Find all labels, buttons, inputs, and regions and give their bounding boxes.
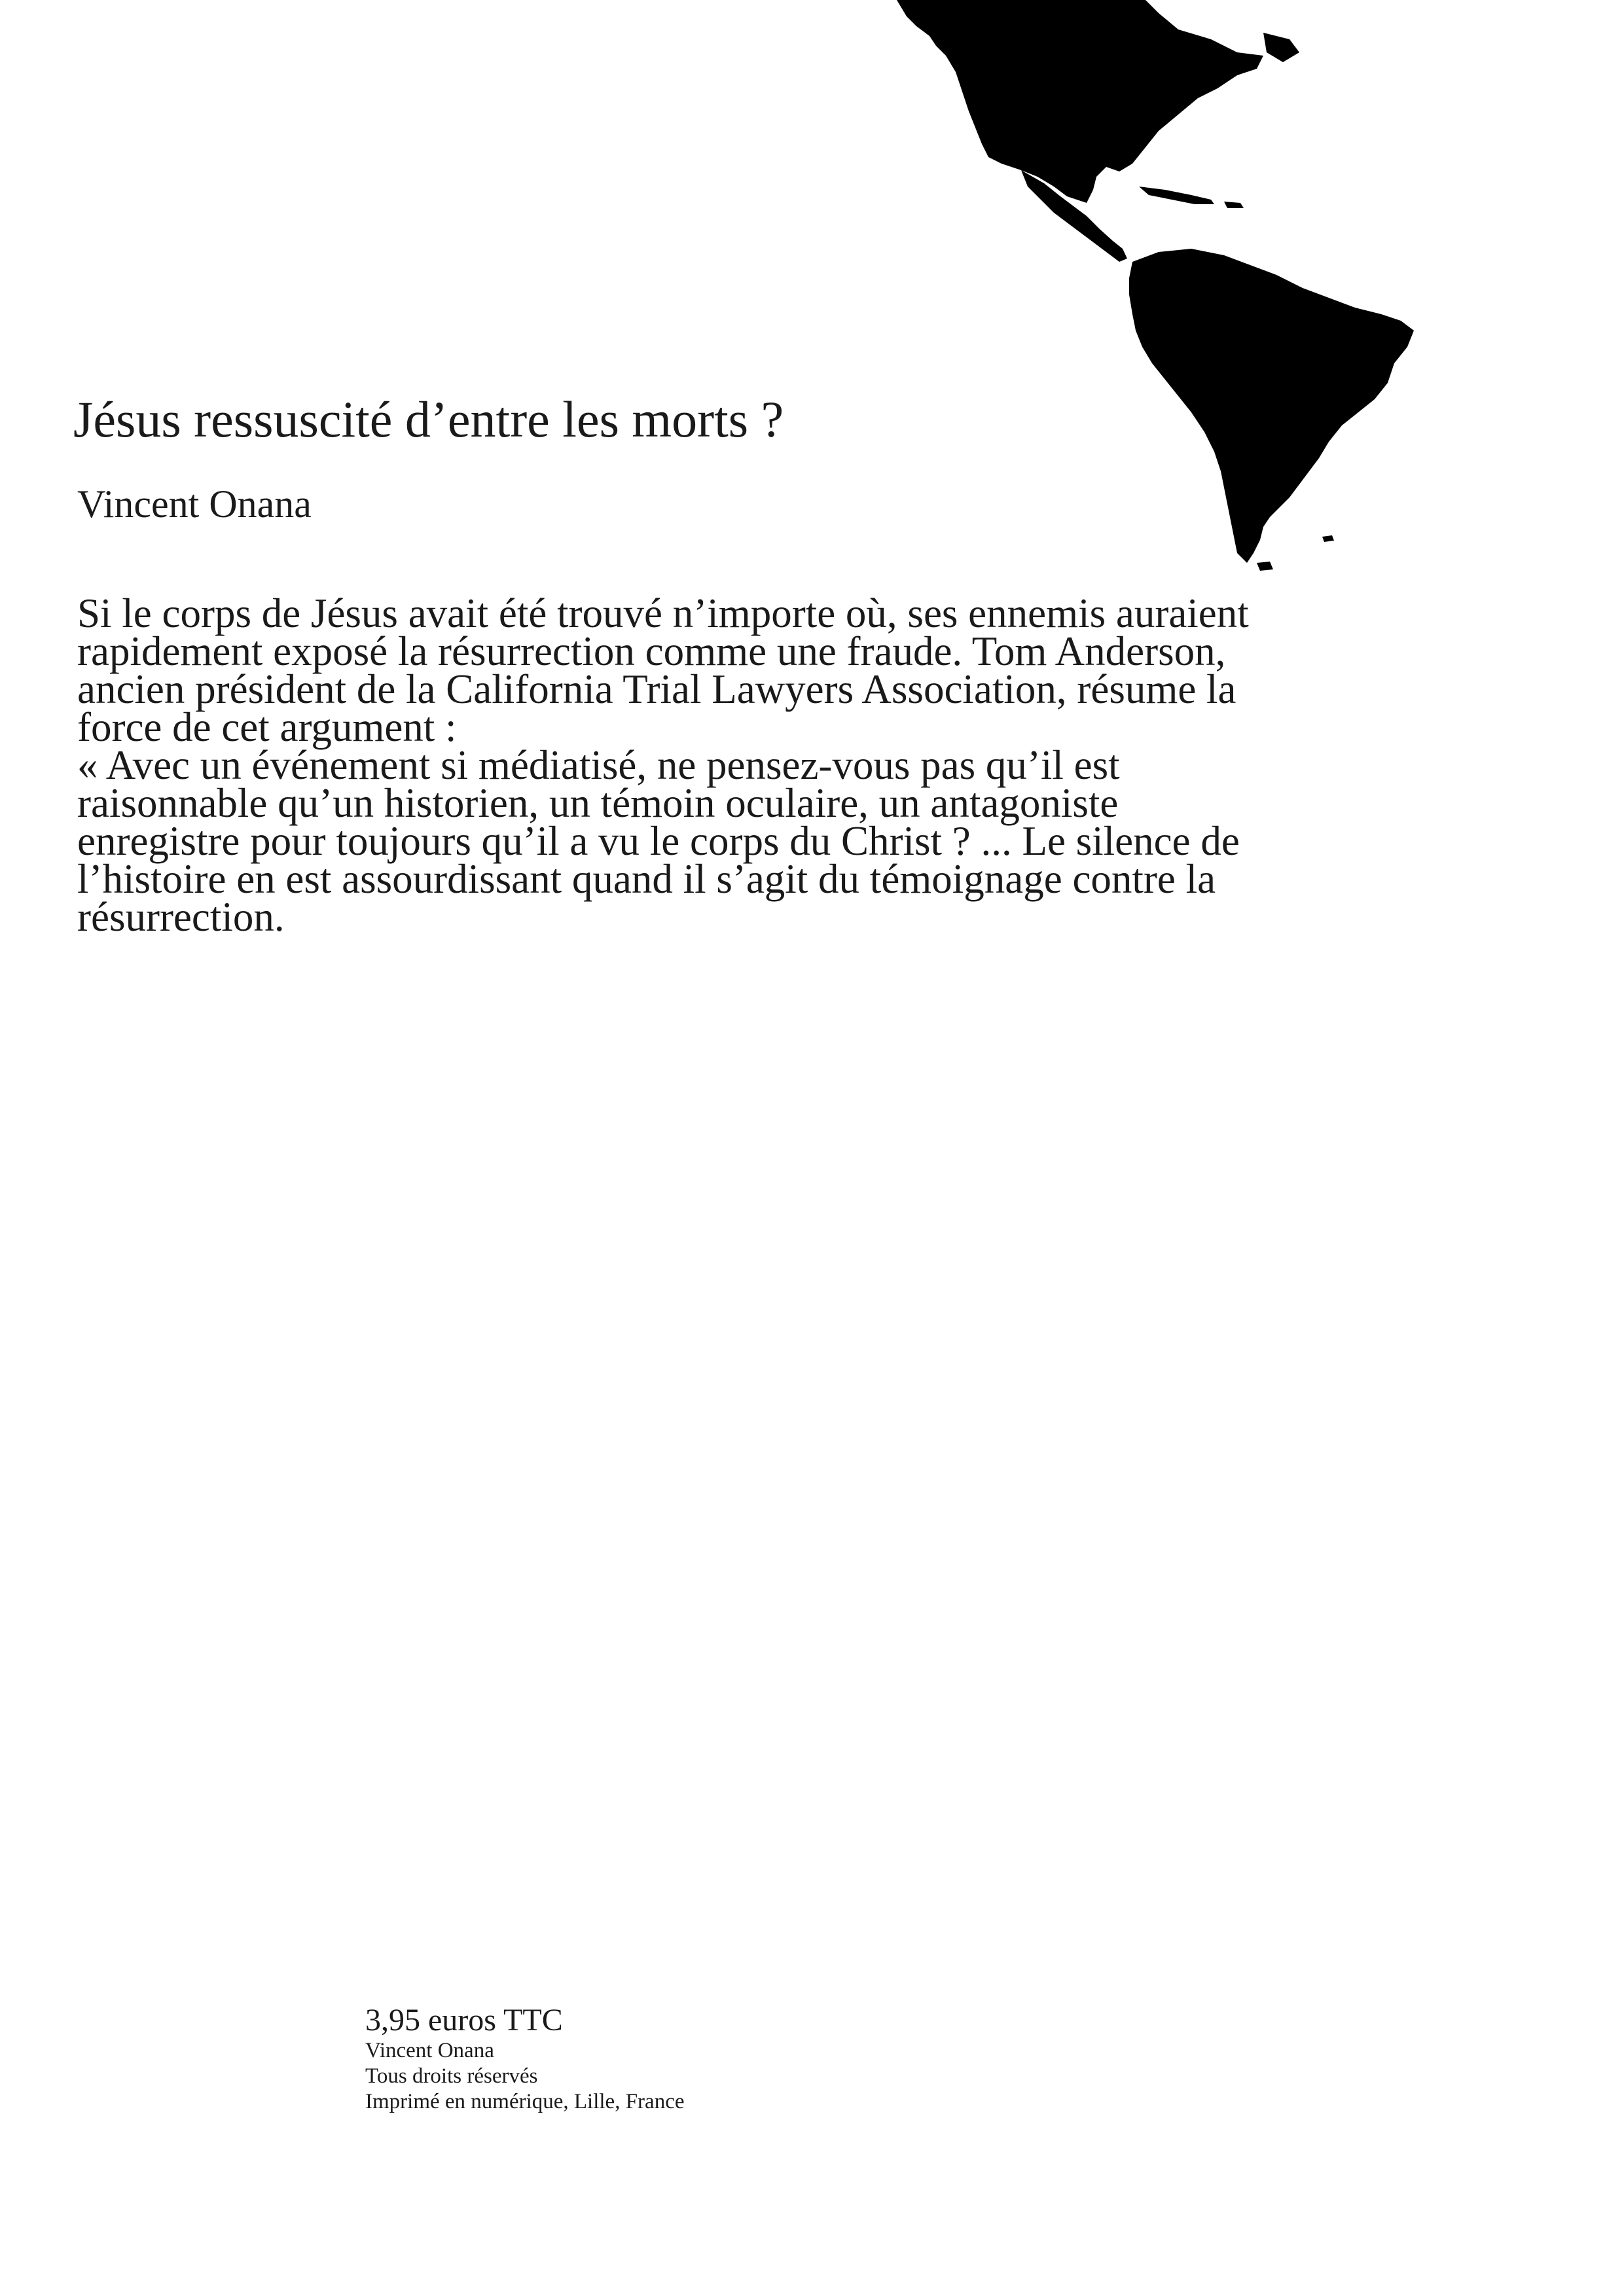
colophon	[365, 2003, 685, 2115]
island-shape	[1257, 562, 1273, 571]
document-author: Vincent Onana	[77, 482, 312, 526]
body-paragraph: Si le corps de Jésus avait été trouvé n’importe où, ses ennemis auraient rapidement exposé la résurrection comme une fraude. Tom Anderson, ancien président de la California Trial Lawyers Association, résume la force de cet argument :	[77, 590, 1249, 750]
body-paragraph: « Avec un événement si médiatisé, ne pensez-vous pas qu’il est raisonnable qu’un historien, un témoin oculaire, un antagoniste enregistre pour toujours qu’il a vu le corps du Christ ? ... Le silence de l’histoire en est assourdissant quand il s’agit du témoignage contre la résurrection.	[77, 742, 1240, 940]
island-shape	[1322, 535, 1334, 542]
north-america-shape	[897, 0, 1263, 203]
rights-notice: Tous droits réservés	[365, 2064, 538, 2088]
americas-map-icon	[871, 0, 1624, 589]
colophon-author: Vincent Onana	[365, 2039, 494, 2062]
south-america-shape	[1129, 249, 1414, 563]
price-label: 3,95 euros TTC	[365, 2003, 563, 2037]
caribbean-shape	[1139, 187, 1214, 204]
printing-notice: Imprimé en numérique, Lille, France	[365, 2090, 685, 2113]
body-text	[77, 590, 1282, 940]
document-title: Jésus ressuscité d’entre les morts ?	[73, 391, 784, 448]
caribbean-shape	[1224, 202, 1244, 208]
island-shape	[1263, 33, 1299, 62]
